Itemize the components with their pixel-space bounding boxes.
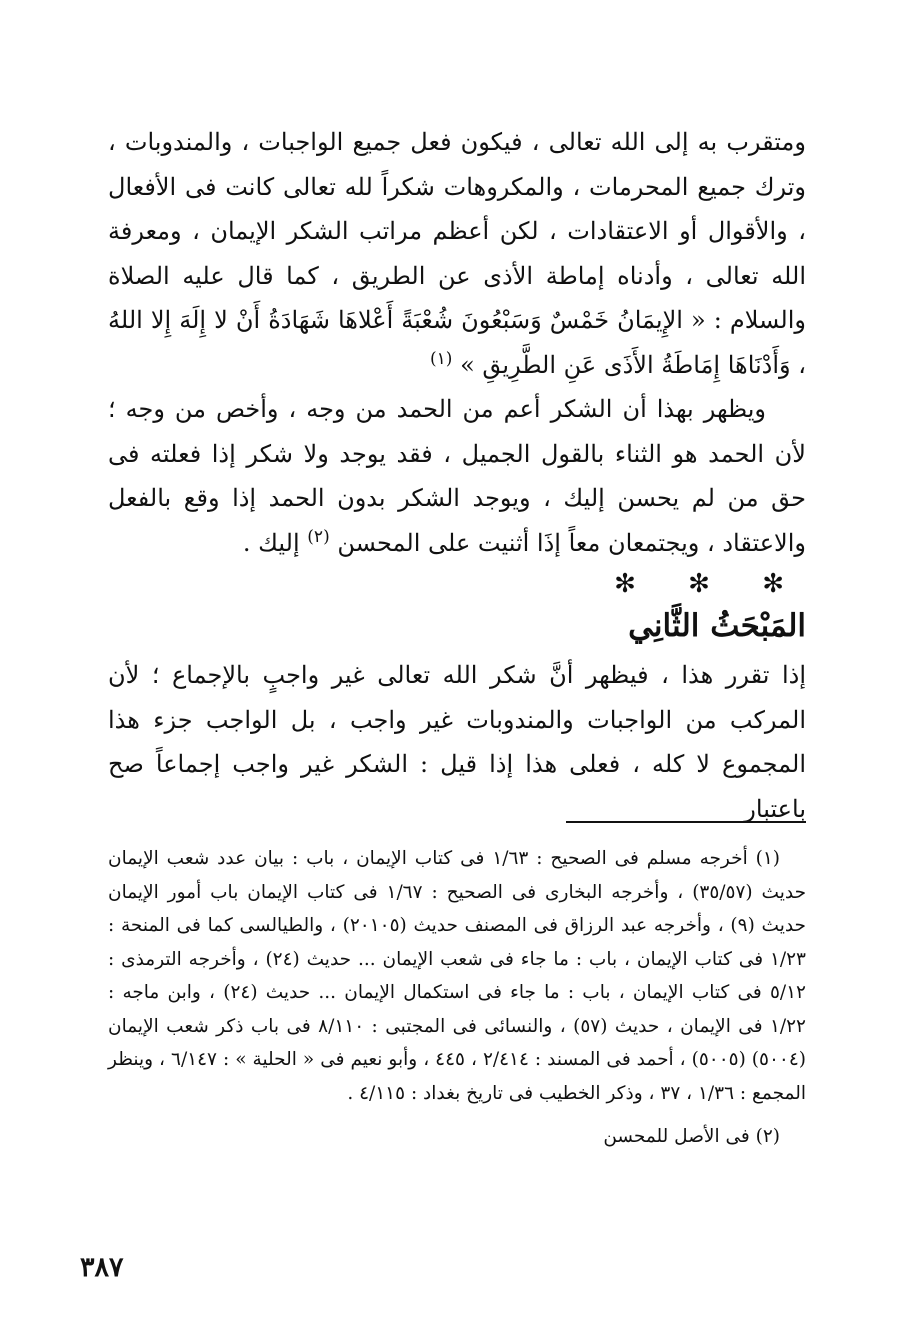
footnote-separator — [566, 821, 806, 823]
main-text — [108, 120, 806, 831]
footnotes — [108, 842, 806, 1154]
paragraph-2 — [108, 387, 806, 565]
hadith-quote: « الإِيمَانُ خَمْسٌ وَسَبْعُونَ شُعْبَةً أَعْلاهَا شَهَادَةُ أَنْ لا إِلَهَ إِلا اللهُ ، وَأَدْنَاهَا إِمَاطَةُ الأَذَى عَنِ الطَّرِيقِ » — [108, 306, 806, 379]
footnote-ref-1: (١) — [430, 348, 453, 369]
footnote-2: (٢) فى الأصل للمحسن — [603, 1126, 780, 1147]
paragraph-1 — [108, 120, 806, 387]
paragraph-1-text: ومتقرب به إلى الله تعالى ، فيكون فعل جميع الواجبات ، والمندوبات ، وترك جميع المحرمات ، والمكروهات شكراً لله تعالى كانت فى الأفعال ، والأقوال أو الاعتقادات ، لكن أعظم مراتب الشكر الإيمان ، ومعرفة الله تعالى ، وأدناه إماطة الأذى عن الطريق ، كما قال عليه الصلاة والسلام : — [108, 128, 806, 334]
paragraph-3-text: إذا تقرر هذا ، فيظهر أنَّ شكر الله تعالى غير واجبٍ بالإجماع ؛ لأن المركب من الواجبات والمندوبات غير واجب ، بل الواجب جزء هذا المجموع لا كله ، فعلى هذا إذا قيل : الشكر غير واجب إجماعاً صح باعتبار — [108, 661, 806, 823]
paragraph-2-text: ويظهر بهذا أن الشكر أعم من الحمد من وجه ، وأخص من وجه ؛ لأن الحمد هو الثناء بالقول الجميل ، فقد يوجد ولا شكر إذا فعلته فى حق من لم يحسن إليك ، ويوجد الشكر بدون الحمد إذا وقع بالفعل والاعتقاد ، ويجتمعان معاً إذَا أثنيت على المحسن — [108, 395, 806, 557]
footnote-1: (١) أخرجه مسلم فى الصحيح : ١/٦٣ فى كتاب الإيمان ، باب : بيان عدد شعب الإيمان حديث (٣٥/٥٧) ، وأخرجه البخارى فى الصحيح : ١/٦٧ فى كتاب الإيمان باب أمور الإيمان حديث (٩) ، وأخرجه عبد الرزاق فى المصنف حديث (٢٠١٠٥) ، والطيالسى كما فى المنحة : ١/٢٣ فى كتاب الإيمان ، باب : ما جاء فى شعب الإيمان ... حديث (٢٤) ، وأخرجه الترمذى : ٥/١٢ فى كتاب الإيمان ، باب : ما جاء فى استكمال الإيمان ... حديث (٢٤) ، وابن ماجه : ١/٢٢ فى الإيمان ، حديث (٥٧) ، والنسائى فى المجتبى : ٨/١١٠ فى باب ذكر شعب الإيمان (٥٠٠٤) (٥٠٠٥) ، أحمد فى المسند : ٢/٤١٤ ، ٤٤٥ ، وأبو نعيم فى « الحلية » : ٦/١٤٧ ، وينظر المجمع : ١/٣٦ ، ٣٧ ، وذكر الخطيب فى تاريخ بغداد : ٤/١١٥ . — [108, 848, 807, 1104]
footnote-ref-2: (٢) — [307, 526, 330, 547]
section-title: المَبْحَثُ الثَّانِي — [628, 608, 806, 644]
section-ornaments: ✻ ✻ ✻ — [614, 569, 806, 599]
paragraph-3 — [108, 653, 806, 831]
page-number: ٣٨٧ — [80, 1252, 124, 1283]
paragraph-2-tail: إليك . — [242, 528, 300, 557]
